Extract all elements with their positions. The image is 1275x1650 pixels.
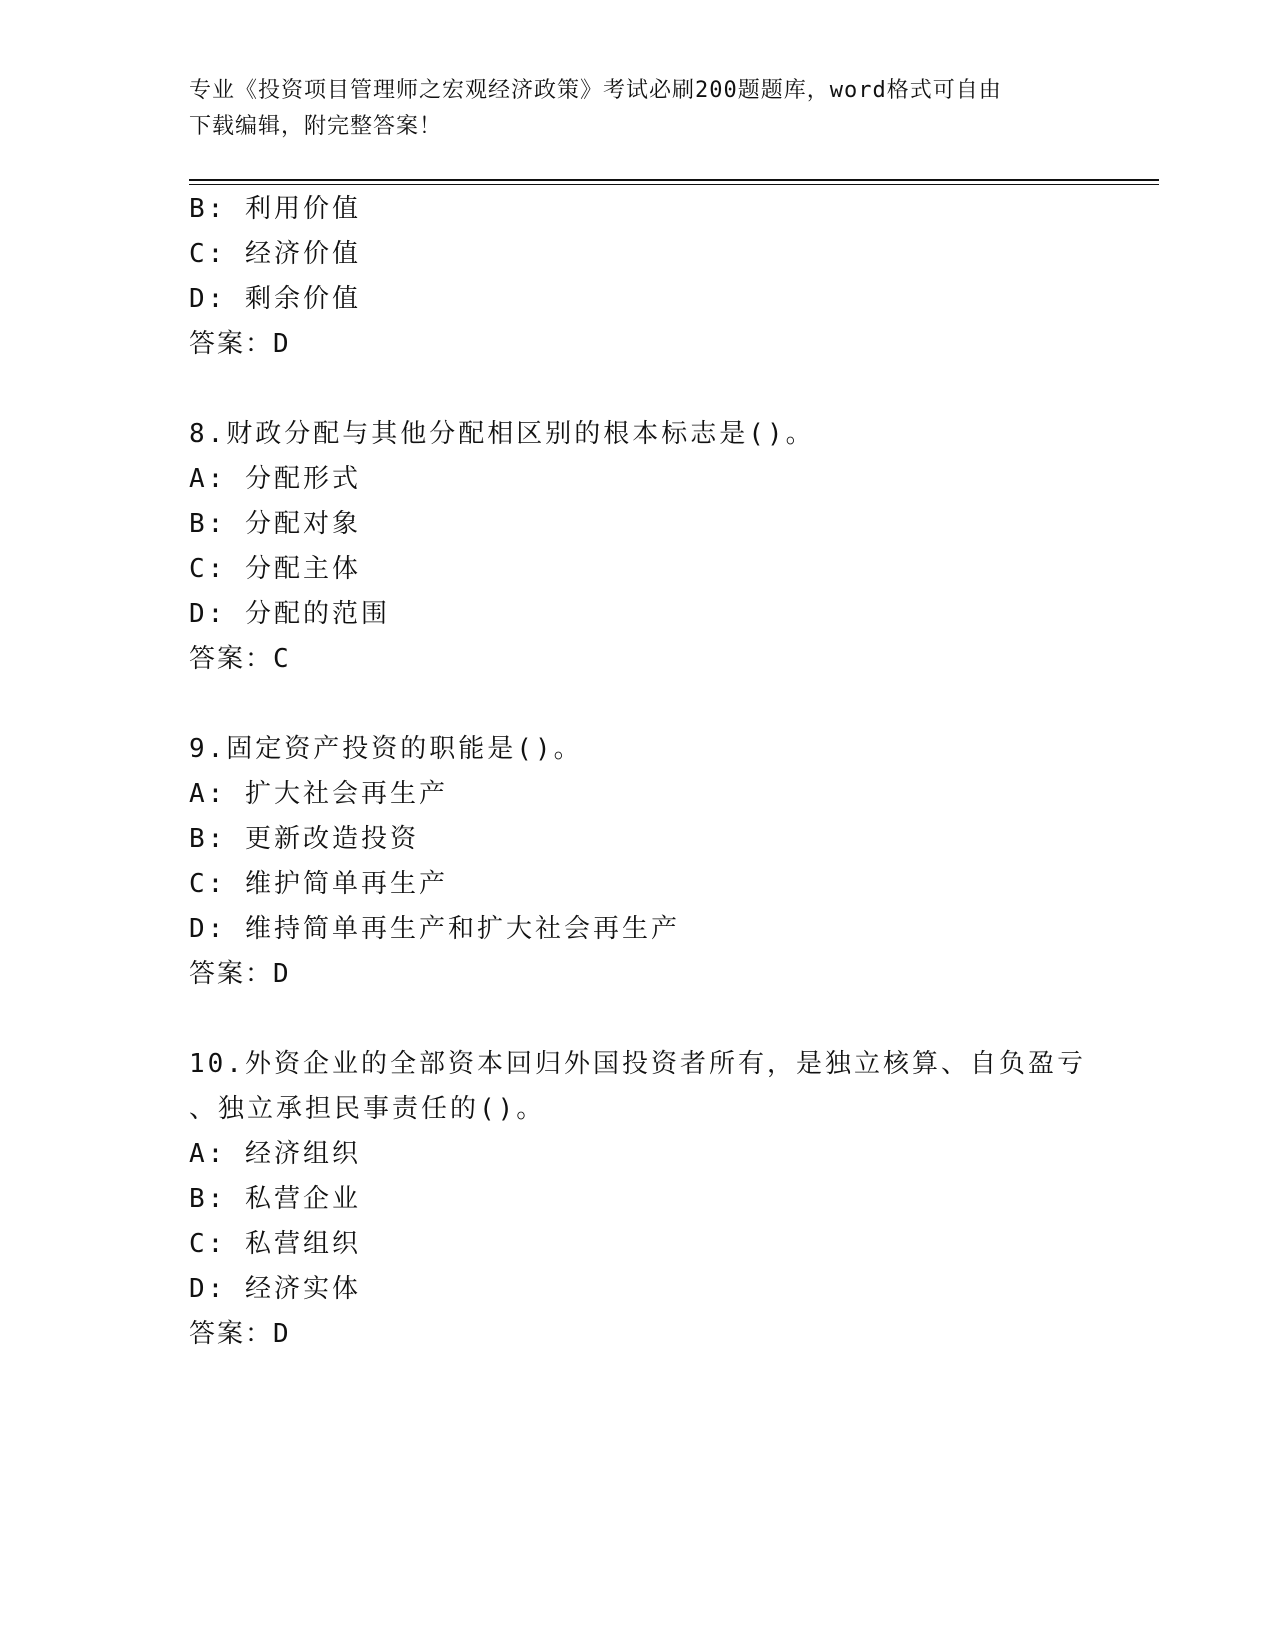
q9-answer: 答案：D (189, 959, 291, 989)
header-divider-thick (189, 179, 1159, 181)
q8-question: 8.财政分配与其他分配相区别的根本标志是()。 (189, 419, 815, 449)
q8-option-b: B: 分配对象 (189, 509, 361, 539)
q9-question: 9.固定资产投资的职能是()。 (189, 734, 583, 764)
header-line-2: 下载编辑，附完整答案！ (189, 114, 443, 139)
q10-answer: 答案：D (189, 1319, 291, 1349)
q8-option-a: A: 分配形式 (189, 464, 361, 494)
q7-option-d: D: 剩余价值 (189, 284, 361, 314)
q8-option-c: C: 分配主体 (189, 554, 361, 584)
q7-option-c: C: 经济价值 (189, 239, 361, 269)
q10-question-line-1: 10.外资企业的全部资本回归外国投资者所有，是独立核算、自负盈亏 (189, 1049, 1086, 1079)
q10-option-d: D: 经济实体 (189, 1274, 361, 1304)
q7-answer: 答案：D (189, 329, 291, 359)
q9-option-b: B: 更新改造投资 (189, 824, 419, 854)
q10-option-c: C: 私营组织 (189, 1229, 361, 1259)
header-line-1: 专业《投资项目管理师之宏观经济政策》考试必刷200题题库，word格式可自由 (189, 78, 1002, 103)
q9-option-a: A: 扩大社会再生产 (189, 779, 448, 809)
q9-option-c: C: 维护简单再生产 (189, 869, 448, 899)
q9-option-d: D: 维持简单再生产和扩大社会再生产 (189, 914, 680, 944)
q10-option-a: A: 经济组织 (189, 1139, 361, 1169)
header-divider-thin (189, 184, 1159, 185)
q7-option-b: B: 利用价值 (189, 194, 361, 224)
q8-option-d: D: 分配的范围 (189, 599, 390, 629)
document-header (189, 73, 1089, 145)
q10-question-line-2: 、独立承担民事责任的()。 (189, 1094, 546, 1124)
q8-answer: 答案：C (189, 644, 291, 674)
q10-option-b: B: 私营企业 (189, 1184, 361, 1214)
